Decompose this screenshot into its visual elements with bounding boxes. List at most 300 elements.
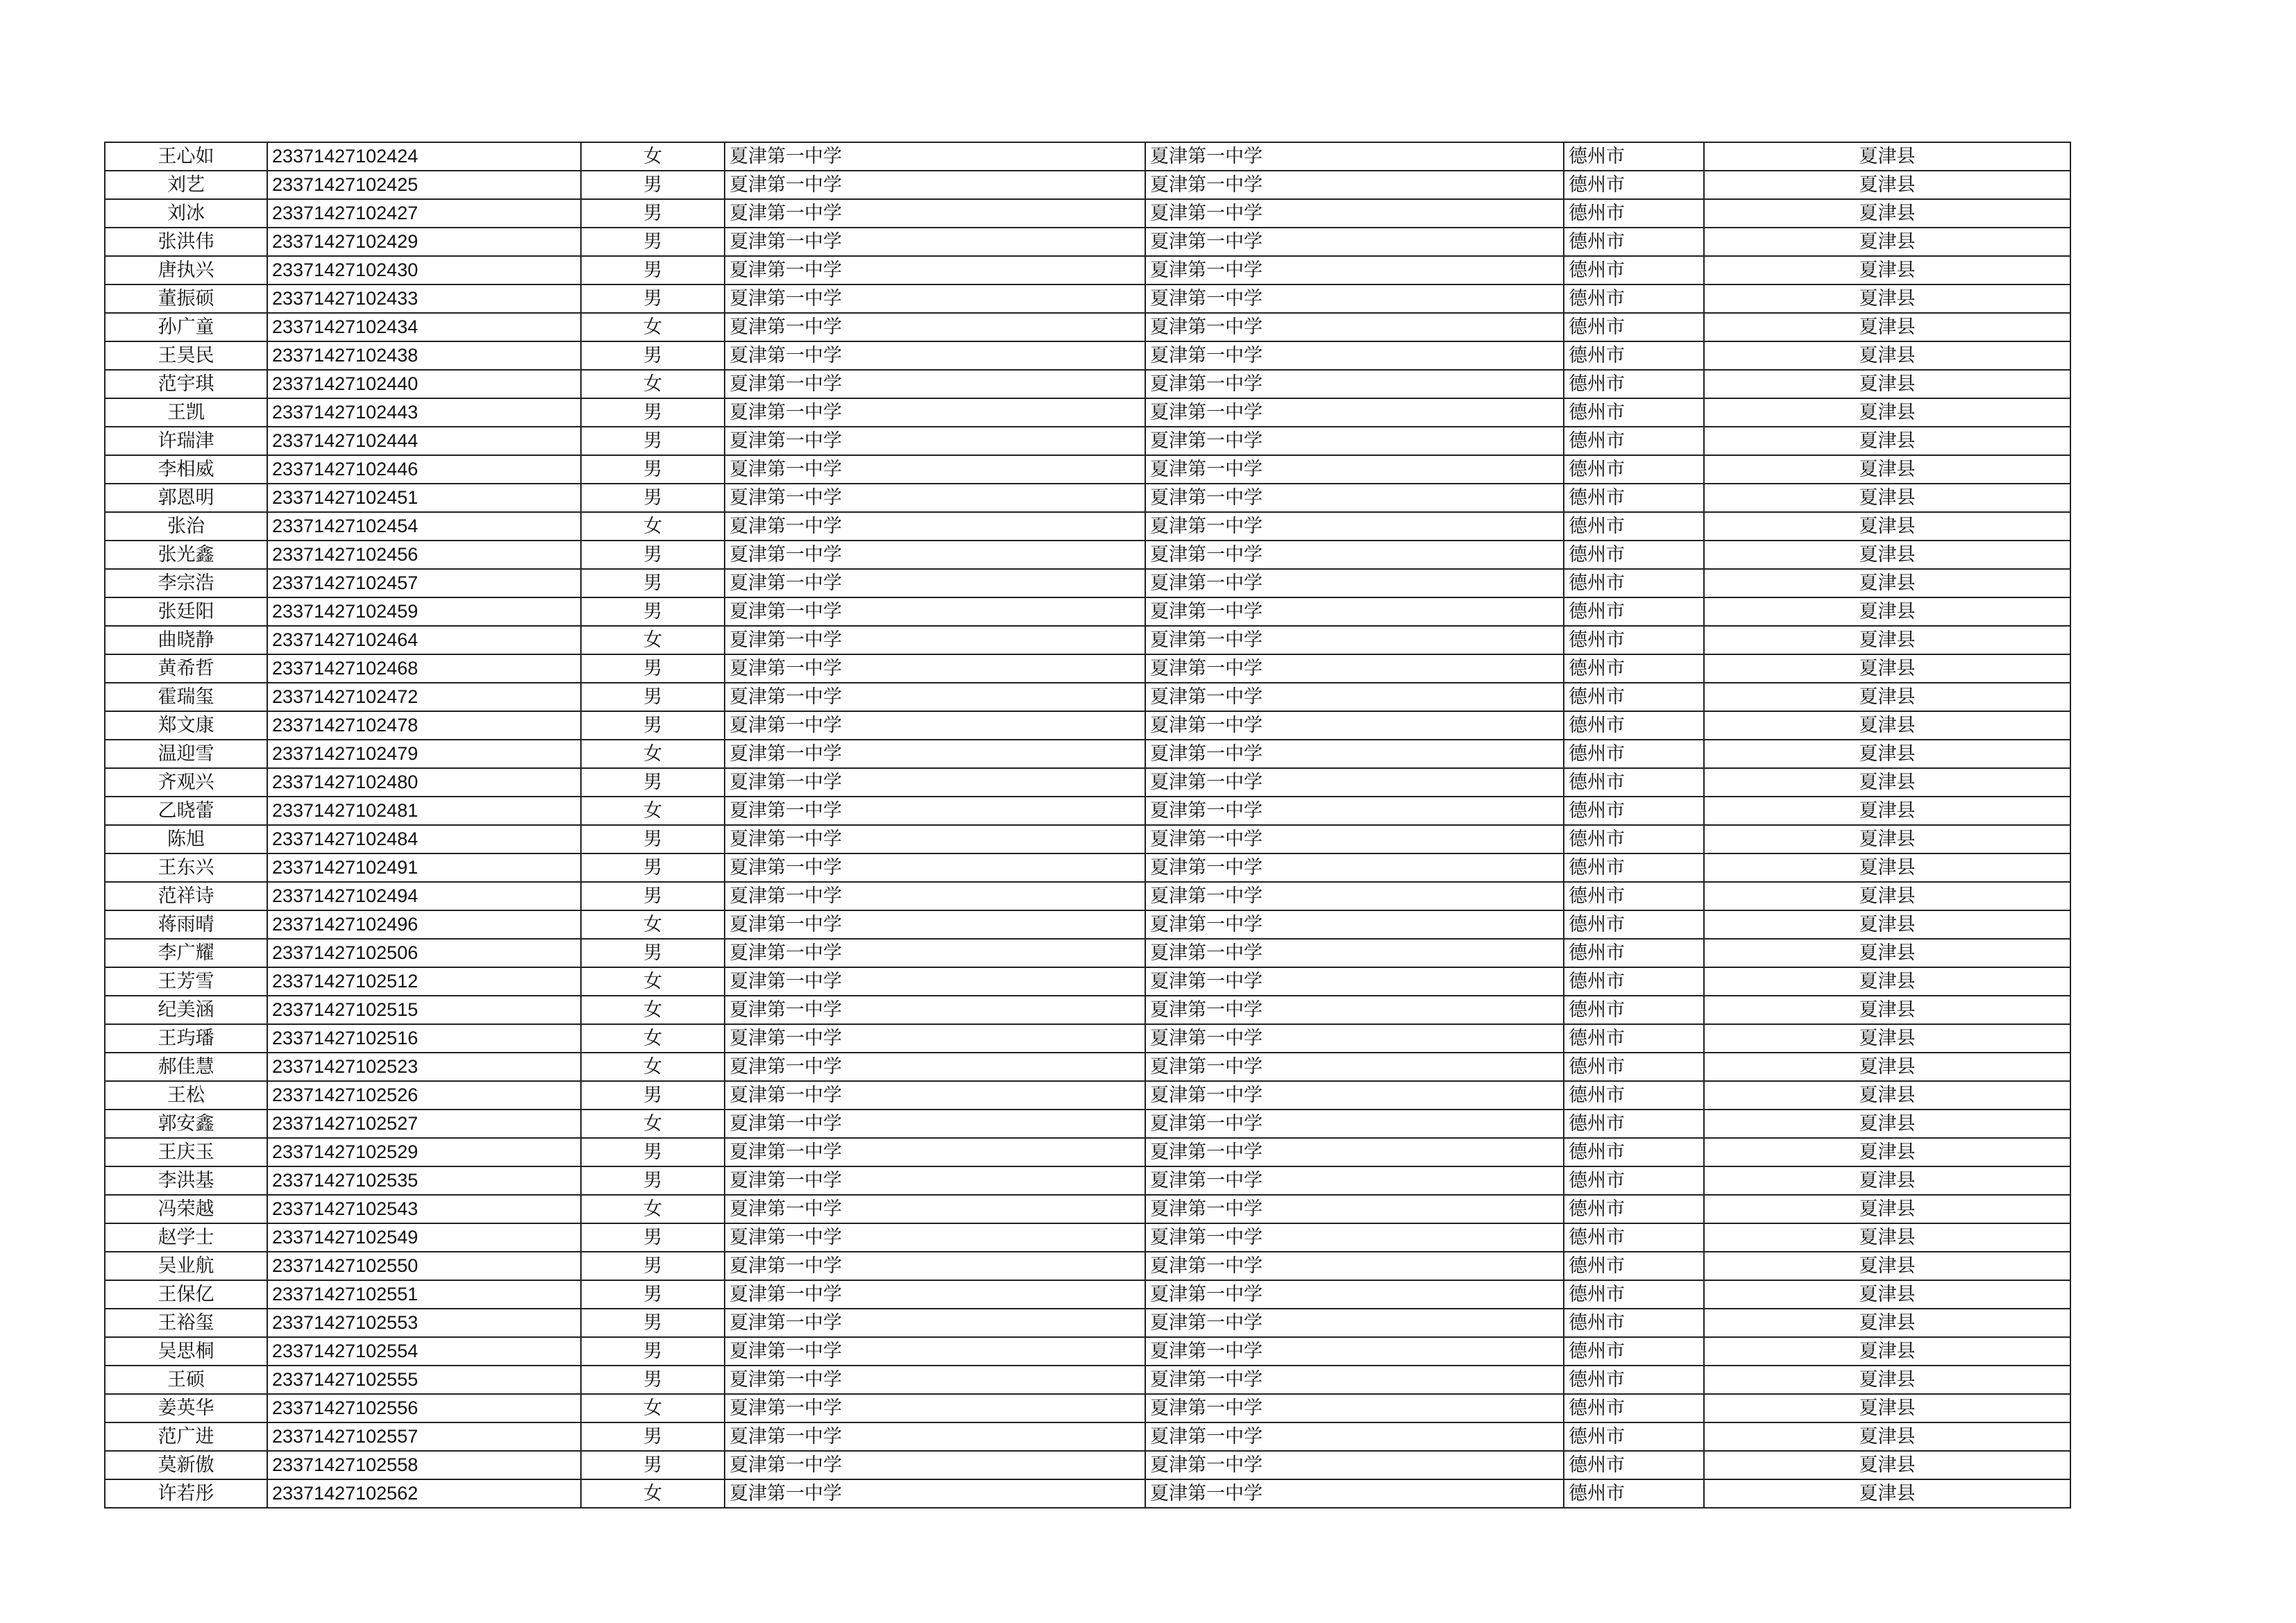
name-cell: 郑文康 — [105, 711, 267, 740]
county-cell: 夏津县 — [1704, 427, 2070, 455]
county-cell: 夏津县 — [1704, 1195, 2070, 1223]
exam-id-cell: 23371427102550 — [267, 1252, 581, 1280]
table-row — [105, 313, 2070, 341]
unit-cell: 夏津第一中学 — [1145, 1081, 1564, 1110]
table-row — [105, 1024, 2070, 1053]
unit-cell: 夏津第一中学 — [1145, 171, 1564, 199]
county-cell: 夏津县 — [1704, 484, 2070, 512]
gender-cell: 男 — [581, 1337, 725, 1366]
school-cell: 夏津第一中学 — [725, 1280, 1145, 1309]
roster-body — [105, 142, 2070, 1508]
table-row — [105, 768, 2070, 797]
exam-id-cell: 23371427102484 — [267, 825, 581, 853]
county-cell: 夏津县 — [1704, 370, 2070, 398]
city-cell: 德州市 — [1564, 683, 1704, 711]
school-cell: 夏津第一中学 — [725, 1195, 1145, 1223]
unit-cell: 夏津第一中学 — [1145, 1053, 1564, 1081]
school-cell: 夏津第一中学 — [725, 711, 1145, 740]
city-cell: 德州市 — [1564, 996, 1704, 1024]
name-cell: 王玙璠 — [105, 1024, 267, 1053]
table-row — [105, 1166, 2070, 1195]
school-cell: 夏津第一中学 — [725, 142, 1145, 171]
table-row — [105, 711, 2070, 740]
city-cell: 德州市 — [1564, 541, 1704, 569]
county-cell: 夏津县 — [1704, 1024, 2070, 1053]
city-cell: 德州市 — [1564, 1422, 1704, 1451]
name-cell: 张洪伟 — [105, 228, 267, 256]
table-row — [105, 1110, 2070, 1138]
gender-cell: 男 — [581, 768, 725, 797]
unit-cell: 夏津第一中学 — [1145, 825, 1564, 853]
table-row — [105, 1337, 2070, 1366]
exam-id-cell: 23371427102481 — [267, 797, 581, 825]
county-cell: 夏津县 — [1704, 228, 2070, 256]
unit-cell: 夏津第一中学 — [1145, 1195, 1564, 1223]
school-cell: 夏津第一中学 — [725, 171, 1145, 199]
city-cell: 德州市 — [1564, 199, 1704, 228]
unit-cell: 夏津第一中学 — [1145, 1366, 1564, 1394]
gender-cell: 男 — [581, 853, 725, 882]
school-cell: 夏津第一中学 — [725, 1081, 1145, 1110]
school-cell: 夏津第一中学 — [725, 398, 1145, 427]
city-cell: 德州市 — [1564, 569, 1704, 597]
county-cell: 夏津县 — [1704, 569, 2070, 597]
county-cell: 夏津县 — [1704, 1479, 2070, 1508]
exam-id-cell: 23371427102480 — [267, 768, 581, 797]
city-cell: 德州市 — [1564, 313, 1704, 341]
city-cell: 德州市 — [1564, 1394, 1704, 1422]
city-cell: 德州市 — [1564, 1451, 1704, 1479]
unit-cell: 夏津第一中学 — [1145, 1309, 1564, 1337]
exam-id-cell: 23371427102551 — [267, 1280, 581, 1309]
school-cell: 夏津第一中学 — [725, 740, 1145, 768]
name-cell: 张治 — [105, 512, 267, 541]
gender-cell: 男 — [581, 199, 725, 228]
gender-cell: 男 — [581, 1138, 725, 1166]
city-cell: 德州市 — [1564, 1309, 1704, 1337]
table-row — [105, 171, 2070, 199]
county-cell: 夏津县 — [1704, 1138, 2070, 1166]
city-cell: 德州市 — [1564, 1024, 1704, 1053]
school-cell: 夏津第一中学 — [725, 768, 1145, 797]
school-cell: 夏津第一中学 — [725, 939, 1145, 967]
school-cell: 夏津第一中学 — [725, 455, 1145, 484]
gender-cell: 女 — [581, 1479, 725, 1508]
exam-id-cell: 23371427102429 — [267, 228, 581, 256]
name-cell: 霍瑞玺 — [105, 683, 267, 711]
exam-id-cell: 23371427102443 — [267, 398, 581, 427]
city-cell: 德州市 — [1564, 1166, 1704, 1195]
county-cell: 夏津县 — [1704, 1081, 2070, 1110]
unit-cell: 夏津第一中学 — [1145, 797, 1564, 825]
exam-id-cell: 23371427102457 — [267, 569, 581, 597]
table-row — [105, 1422, 2070, 1451]
city-cell: 德州市 — [1564, 1110, 1704, 1138]
school-cell: 夏津第一中学 — [725, 256, 1145, 284]
city-cell: 德州市 — [1564, 740, 1704, 768]
city-cell: 德州市 — [1564, 142, 1704, 171]
school-cell: 夏津第一中学 — [725, 1252, 1145, 1280]
school-cell: 夏津第一中学 — [725, 853, 1145, 882]
unit-cell: 夏津第一中学 — [1145, 1166, 1564, 1195]
unit-cell: 夏津第一中学 — [1145, 683, 1564, 711]
county-cell: 夏津县 — [1704, 996, 2070, 1024]
city-cell: 德州市 — [1564, 1252, 1704, 1280]
exam-id-cell: 23371427102430 — [267, 256, 581, 284]
unit-cell: 夏津第一中学 — [1145, 199, 1564, 228]
county-cell: 夏津县 — [1704, 1166, 2070, 1195]
gender-cell: 男 — [581, 427, 725, 455]
table-row — [105, 882, 2070, 910]
unit-cell: 夏津第一中学 — [1145, 1138, 1564, 1166]
county-cell: 夏津县 — [1704, 910, 2070, 939]
name-cell: 王硕 — [105, 1366, 267, 1394]
county-cell: 夏津县 — [1704, 1309, 2070, 1337]
name-cell: 范宇琪 — [105, 370, 267, 398]
gender-cell: 男 — [581, 825, 725, 853]
name-cell: 李洪基 — [105, 1166, 267, 1195]
school-cell: 夏津第一中学 — [725, 370, 1145, 398]
gender-cell: 女 — [581, 910, 725, 939]
table-row — [105, 1366, 2070, 1394]
county-cell: 夏津县 — [1704, 683, 2070, 711]
exam-id-cell: 23371427102427 — [267, 199, 581, 228]
city-cell: 德州市 — [1564, 256, 1704, 284]
unit-cell: 夏津第一中学 — [1145, 512, 1564, 541]
table-row — [105, 1252, 2070, 1280]
table-row — [105, 455, 2070, 484]
name-cell: 陈旭 — [105, 825, 267, 853]
table-row — [105, 1195, 2070, 1223]
name-cell: 郭安鑫 — [105, 1110, 267, 1138]
city-cell: 德州市 — [1564, 484, 1704, 512]
exam-id-cell: 23371427102556 — [267, 1394, 581, 1422]
exam-id-cell: 23371427102516 — [267, 1024, 581, 1053]
gender-cell: 女 — [581, 1110, 725, 1138]
city-cell: 德州市 — [1564, 768, 1704, 797]
county-cell: 夏津县 — [1704, 597, 2070, 626]
exam-id-cell: 23371427102496 — [267, 910, 581, 939]
city-cell: 德州市 — [1564, 1053, 1704, 1081]
exam-id-cell: 23371427102433 — [267, 284, 581, 313]
school-cell: 夏津第一中学 — [725, 996, 1145, 1024]
city-cell: 德州市 — [1564, 654, 1704, 683]
table-row — [105, 654, 2070, 683]
unit-cell: 夏津第一中学 — [1145, 484, 1564, 512]
unit-cell: 夏津第一中学 — [1145, 1451, 1564, 1479]
table-row — [105, 1053, 2070, 1081]
gender-cell: 女 — [581, 1195, 725, 1223]
city-cell: 德州市 — [1564, 171, 1704, 199]
name-cell: 蒋雨晴 — [105, 910, 267, 939]
city-cell: 德州市 — [1564, 512, 1704, 541]
county-cell: 夏津县 — [1704, 1366, 2070, 1394]
city-cell: 德州市 — [1564, 1138, 1704, 1166]
exam-id-cell: 23371427102523 — [267, 1053, 581, 1081]
county-cell: 夏津县 — [1704, 1422, 2070, 1451]
table-row — [105, 683, 2070, 711]
unit-cell: 夏津第一中学 — [1145, 1110, 1564, 1138]
table-row — [105, 996, 2070, 1024]
county-cell: 夏津县 — [1704, 1110, 2070, 1138]
county-cell: 夏津县 — [1704, 825, 2070, 853]
table-row — [105, 939, 2070, 967]
unit-cell: 夏津第一中学 — [1145, 398, 1564, 427]
gender-cell: 男 — [581, 1252, 725, 1280]
table-row — [105, 228, 2070, 256]
name-cell: 孙广童 — [105, 313, 267, 341]
exam-id-cell: 23371427102479 — [267, 740, 581, 768]
school-cell: 夏津第一中学 — [725, 597, 1145, 626]
city-cell: 德州市 — [1564, 939, 1704, 967]
school-cell: 夏津第一中学 — [725, 228, 1145, 256]
county-cell: 夏津县 — [1704, 853, 2070, 882]
gender-cell: 男 — [581, 228, 725, 256]
table-row — [105, 853, 2070, 882]
exam-id-cell: 23371427102526 — [267, 1081, 581, 1110]
exam-id-cell: 23371427102459 — [267, 597, 581, 626]
gender-cell: 男 — [581, 569, 725, 597]
county-cell: 夏津县 — [1704, 398, 2070, 427]
county-cell: 夏津县 — [1704, 1223, 2070, 1252]
school-cell: 夏津第一中学 — [725, 910, 1145, 939]
exam-id-cell: 23371427102491 — [267, 853, 581, 882]
gender-cell: 男 — [581, 882, 725, 910]
county-cell: 夏津县 — [1704, 284, 2070, 313]
school-cell: 夏津第一中学 — [725, 1166, 1145, 1195]
table-row — [105, 1309, 2070, 1337]
table-row — [105, 256, 2070, 284]
city-cell: 德州市 — [1564, 455, 1704, 484]
table-row — [105, 597, 2070, 626]
name-cell: 张廷阳 — [105, 597, 267, 626]
gender-cell: 女 — [581, 1024, 725, 1053]
gender-cell: 男 — [581, 341, 725, 370]
county-cell: 夏津县 — [1704, 1394, 2070, 1422]
city-cell: 德州市 — [1564, 1223, 1704, 1252]
name-cell: 范广进 — [105, 1422, 267, 1451]
county-cell: 夏津县 — [1704, 654, 2070, 683]
unit-cell: 夏津第一中学 — [1145, 1024, 1564, 1053]
county-cell: 夏津县 — [1704, 455, 2070, 484]
name-cell: 王保亿 — [105, 1280, 267, 1309]
exam-id-cell: 23371427102444 — [267, 427, 581, 455]
table-row — [105, 626, 2070, 654]
name-cell: 王裕玺 — [105, 1309, 267, 1337]
name-cell: 许若彤 — [105, 1479, 267, 1508]
name-cell: 赵学士 — [105, 1223, 267, 1252]
table-row — [105, 1081, 2070, 1110]
table-row — [105, 427, 2070, 455]
school-cell: 夏津第一中学 — [725, 541, 1145, 569]
name-cell: 王昊民 — [105, 341, 267, 370]
exam-id-cell: 23371427102472 — [267, 683, 581, 711]
unit-cell: 夏津第一中学 — [1145, 569, 1564, 597]
table-row — [105, 967, 2070, 996]
county-cell: 夏津县 — [1704, 1451, 2070, 1479]
exam-id-cell: 23371427102446 — [267, 455, 581, 484]
county-cell: 夏津县 — [1704, 1053, 2070, 1081]
county-cell: 夏津县 — [1704, 512, 2070, 541]
unit-cell: 夏津第一中学 — [1145, 626, 1564, 654]
table-row — [105, 569, 2070, 597]
name-cell: 温迎雪 — [105, 740, 267, 768]
county-cell: 夏津县 — [1704, 740, 2070, 768]
name-cell: 王东兴 — [105, 853, 267, 882]
school-cell: 夏津第一中学 — [725, 512, 1145, 541]
county-cell: 夏津县 — [1704, 199, 2070, 228]
school-cell: 夏津第一中学 — [725, 1138, 1145, 1166]
gender-cell: 女 — [581, 967, 725, 996]
name-cell: 王庆玉 — [105, 1138, 267, 1166]
county-cell: 夏津县 — [1704, 256, 2070, 284]
exam-id-cell: 23371427102434 — [267, 313, 581, 341]
unit-cell: 夏津第一中学 — [1145, 882, 1564, 910]
unit-cell: 夏津第一中学 — [1145, 1280, 1564, 1309]
exam-id-cell: 23371427102468 — [267, 654, 581, 683]
gender-cell: 男 — [581, 1280, 725, 1309]
school-cell: 夏津第一中学 — [725, 284, 1145, 313]
name-cell: 张光鑫 — [105, 541, 267, 569]
county-cell: 夏津县 — [1704, 768, 2070, 797]
gender-cell: 男 — [581, 1223, 725, 1252]
school-cell: 夏津第一中学 — [725, 199, 1145, 228]
unit-cell: 夏津第一中学 — [1145, 228, 1564, 256]
county-cell: 夏津县 — [1704, 171, 2070, 199]
unit-cell: 夏津第一中学 — [1145, 541, 1564, 569]
county-cell: 夏津县 — [1704, 1252, 2070, 1280]
table-row — [105, 484, 2070, 512]
table-row — [105, 1451, 2070, 1479]
table-row — [105, 1394, 2070, 1422]
unit-cell: 夏津第一中学 — [1145, 256, 1564, 284]
gender-cell: 男 — [581, 683, 725, 711]
table-row — [105, 512, 2070, 541]
table-row — [105, 341, 2070, 370]
exam-id-cell: 23371427102451 — [267, 484, 581, 512]
table-row — [105, 284, 2070, 313]
city-cell: 德州市 — [1564, 797, 1704, 825]
gender-cell: 男 — [581, 939, 725, 967]
exam-id-cell: 23371427102454 — [267, 512, 581, 541]
city-cell: 德州市 — [1564, 1366, 1704, 1394]
city-cell: 德州市 — [1564, 1280, 1704, 1309]
school-cell: 夏津第一中学 — [725, 654, 1145, 683]
gender-cell: 男 — [581, 654, 725, 683]
table-row — [105, 199, 2070, 228]
name-cell: 齐观兴 — [105, 768, 267, 797]
exam-id-cell: 23371427102425 — [267, 171, 581, 199]
gender-cell: 女 — [581, 996, 725, 1024]
exam-id-cell: 23371427102549 — [267, 1223, 581, 1252]
unit-cell: 夏津第一中学 — [1145, 853, 1564, 882]
city-cell: 德州市 — [1564, 398, 1704, 427]
city-cell: 德州市 — [1564, 1081, 1704, 1110]
county-cell: 夏津县 — [1704, 711, 2070, 740]
exam-id-cell: 23371427102515 — [267, 996, 581, 1024]
gender-cell: 男 — [581, 711, 725, 740]
unit-cell: 夏津第一中学 — [1145, 740, 1564, 768]
name-cell: 吴思桐 — [105, 1337, 267, 1366]
name-cell: 许瑞津 — [105, 427, 267, 455]
name-cell: 郝佳慧 — [105, 1053, 267, 1081]
school-cell: 夏津第一中学 — [725, 427, 1145, 455]
exam-id-cell: 23371427102557 — [267, 1422, 581, 1451]
city-cell: 德州市 — [1564, 626, 1704, 654]
city-cell: 德州市 — [1564, 853, 1704, 882]
school-cell: 夏津第一中学 — [725, 569, 1145, 597]
exam-id-cell: 23371427102535 — [267, 1166, 581, 1195]
city-cell: 德州市 — [1564, 284, 1704, 313]
name-cell: 唐执兴 — [105, 256, 267, 284]
roster-table — [104, 142, 2071, 1509]
name-cell: 刘冰 — [105, 199, 267, 228]
table-row — [105, 910, 2070, 939]
table-row — [105, 825, 2070, 853]
school-cell: 夏津第一中学 — [725, 797, 1145, 825]
county-cell: 夏津县 — [1704, 341, 2070, 370]
gender-cell: 女 — [581, 626, 725, 654]
city-cell: 德州市 — [1564, 228, 1704, 256]
table-row — [105, 370, 2070, 398]
city-cell: 德州市 — [1564, 910, 1704, 939]
exam-id-cell: 23371427102506 — [267, 939, 581, 967]
school-cell: 夏津第一中学 — [725, 1479, 1145, 1508]
name-cell: 李广耀 — [105, 939, 267, 967]
city-cell: 德州市 — [1564, 711, 1704, 740]
table-row — [105, 142, 2070, 171]
school-cell: 夏津第一中学 — [725, 1110, 1145, 1138]
city-cell: 德州市 — [1564, 967, 1704, 996]
school-cell: 夏津第一中学 — [725, 1223, 1145, 1252]
name-cell: 冯荣越 — [105, 1195, 267, 1223]
unit-cell: 夏津第一中学 — [1145, 142, 1564, 171]
school-cell: 夏津第一中学 — [725, 967, 1145, 996]
exam-id-cell: 23371427102529 — [267, 1138, 581, 1166]
school-cell: 夏津第一中学 — [725, 1337, 1145, 1366]
unit-cell: 夏津第一中学 — [1145, 711, 1564, 740]
county-cell: 夏津县 — [1704, 797, 2070, 825]
unit-cell: 夏津第一中学 — [1145, 341, 1564, 370]
school-cell: 夏津第一中学 — [725, 1366, 1145, 1394]
school-cell: 夏津第一中学 — [725, 683, 1145, 711]
county-cell: 夏津县 — [1704, 939, 2070, 967]
table-row — [105, 740, 2070, 768]
name-cell: 乙晓蕾 — [105, 797, 267, 825]
name-cell: 王凯 — [105, 398, 267, 427]
gender-cell: 男 — [581, 1166, 725, 1195]
city-cell: 德州市 — [1564, 825, 1704, 853]
city-cell: 德州市 — [1564, 427, 1704, 455]
exam-id-cell: 23371427102527 — [267, 1110, 581, 1138]
table-row — [105, 1280, 2070, 1309]
gender-cell: 男 — [581, 1422, 725, 1451]
name-cell: 王心如 — [105, 142, 267, 171]
gender-cell: 女 — [581, 370, 725, 398]
county-cell: 夏津县 — [1704, 967, 2070, 996]
table-row — [105, 1479, 2070, 1508]
exam-id-cell: 23371427102555 — [267, 1366, 581, 1394]
exam-id-cell: 23371427102494 — [267, 882, 581, 910]
unit-cell: 夏津第一中学 — [1145, 284, 1564, 313]
school-cell: 夏津第一中学 — [725, 626, 1145, 654]
unit-cell: 夏津第一中学 — [1145, 1252, 1564, 1280]
county-cell: 夏津县 — [1704, 1280, 2070, 1309]
gender-cell: 男 — [581, 1366, 725, 1394]
name-cell: 刘艺 — [105, 171, 267, 199]
unit-cell: 夏津第一中学 — [1145, 1479, 1564, 1508]
exam-id-cell: 23371427102553 — [267, 1309, 581, 1337]
